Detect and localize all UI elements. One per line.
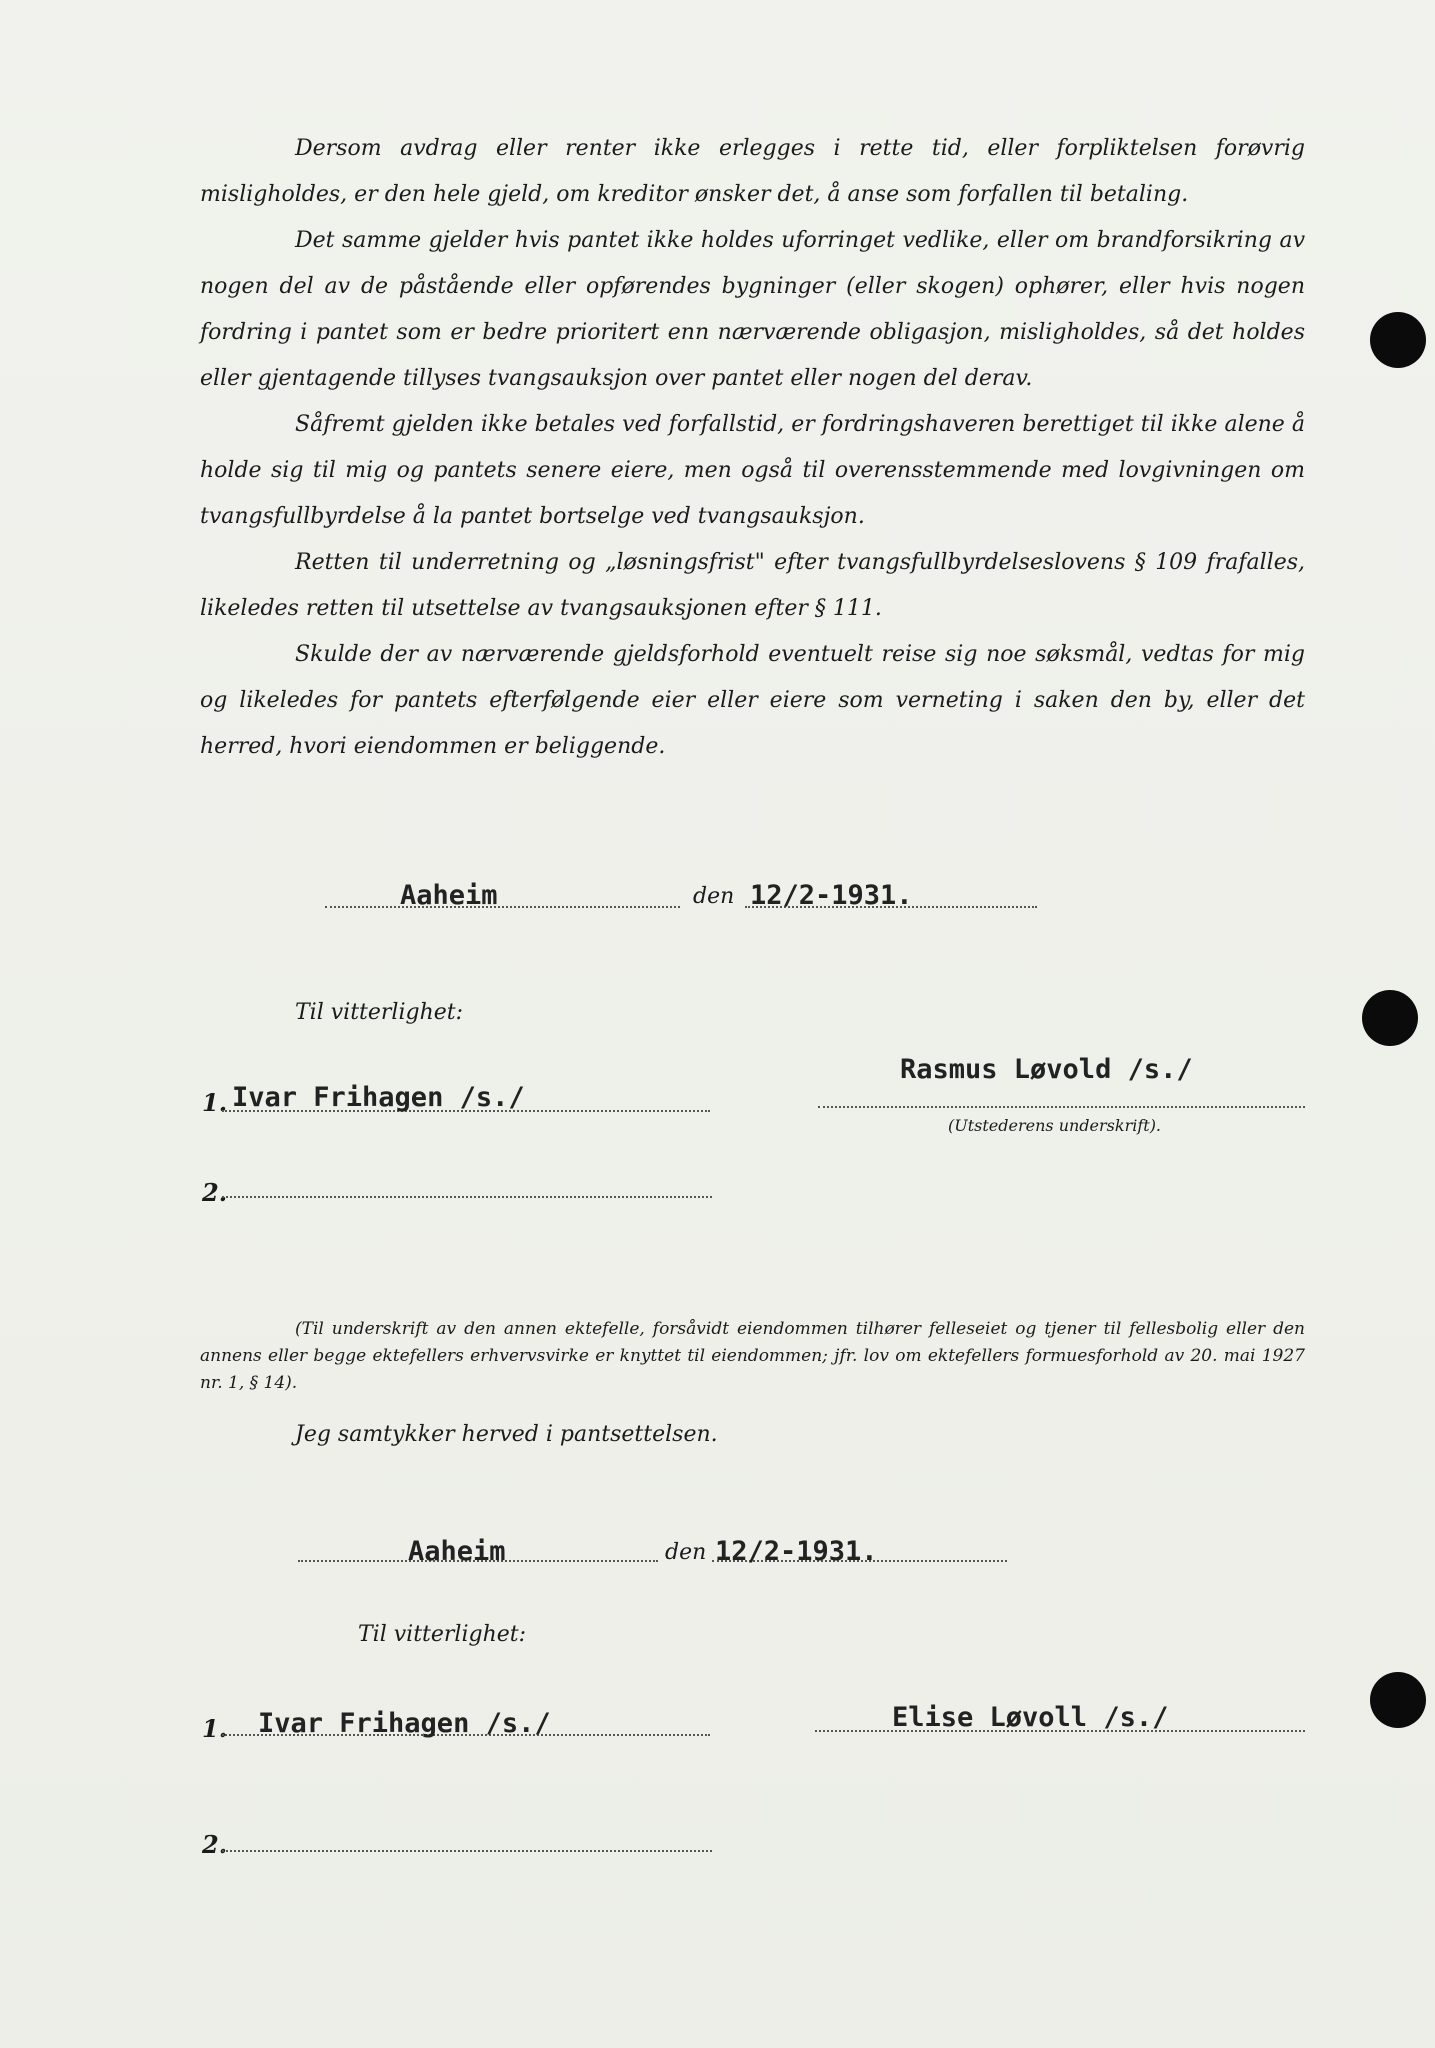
date-value: 12/2-1931. <box>750 880 913 911</box>
place-value: Aaheim <box>400 880 498 911</box>
issuer-signature: Rasmus Løvold /s./ <box>900 1054 1193 1085</box>
issuer-line <box>818 1106 1305 1108</box>
witness-2-line <box>222 1196 712 1198</box>
witness-2-line-2 <box>222 1850 712 1852</box>
paragraph-enforcement-clause: Såfremt gjelden ikke betales ved forfallstid, er fordringshaveren berettiget til ikke alene å holde sig til mig og pantets senere eiere, men også til overensstemmende med lovgivningen om tvangsfullbyrdelse å la pantet bortselge ved tvangsauksjon. <box>200 412 1305 529</box>
den-label: den <box>693 884 735 909</box>
paragraph-notice-clause: Retten til underretning og „løsningsfrist" efter tvangsfullbyrdelseslovens § 109 frafalles, likeledes retten til utsettelse av tvangsauksjonen efter § 111. <box>200 550 1305 621</box>
spouse-line <box>815 1730 1305 1732</box>
paragraph-venue-clause: Skulde der av nærværende gjeldsforhold eventuelt reise sig noe søksmål, vedtas for mig og likeledes for pantets efterfølgende eier eller eiere som verneting i saken den by, eller det herred, hvori eiendommen er beliggende. <box>200 642 1305 759</box>
punch-hole-bottom <box>1370 1672 1426 1728</box>
witness-label-2: Til vitterlighet: <box>358 1622 527 1647</box>
date-value-2: 12/2-1931. <box>715 1536 878 1567</box>
place-line <box>325 906 680 908</box>
punch-hole-middle <box>1362 990 1418 1046</box>
issuer-caption: (Utstederens underskrift). <box>948 1116 1162 1135</box>
place-value-2: Aaheim <box>408 1536 506 1567</box>
witness-1-number: 1. <box>202 1088 228 1117</box>
consent-statement: Jeg samtykker herved i pantsettelsen. <box>295 1422 718 1447</box>
witness-label: Til vitterlighet: <box>295 1000 464 1025</box>
witness-2-number: 2. <box>202 1178 228 1207</box>
paragraph-default-clause: Dersom avdrag eller renter ikke erlegges i rette tid, eller forpliktelsen forøvrig misligholdes, er den hele gjeld, om kreditor ønsker det, å anse som forfallen til betaling. <box>200 136 1305 207</box>
den-label-2: den <box>665 1540 707 1565</box>
spouse-signature: Elise Løvoll /s./ <box>892 1702 1169 1733</box>
paragraph-maintenance-clause: Det samme gjelder hvis pantet ikke holdes uforringet vedlike, eller om brandforsikring av nogen del av de påstående eller opførendes bygninger (eller skogen) ophører, eller hvis nogen fordring i pantet som er bedre prioritert enn nærværende obligasjon, misligholdes, så det holdes eller gjentagende tillyses tvangsauksjon over pantet eller nogen del derav. <box>200 228 1305 391</box>
punch-hole-top <box>1370 312 1426 368</box>
witness-1-name-2: Ivar Frihagen /s./ <box>258 1708 551 1739</box>
witness-2-number-2: 2. <box>202 1830 228 1859</box>
spouse-note: (Til underskrift av den annen ektefelle, forsåvidt eiendommen tilhører felleseiet og tjener til fellesbolig eller den annens eller begge ektefellers erhvervsvirke er knyttet til eiendommen; jfr. lov om ektefellers formuesforhold av 20. mai 1927 nr. 1, § 14). <box>200 1319 1305 1393</box>
witness-1-number-2: 1. <box>202 1714 228 1743</box>
witness-1-name: Ivar Frihagen /s./ <box>232 1082 525 1113</box>
